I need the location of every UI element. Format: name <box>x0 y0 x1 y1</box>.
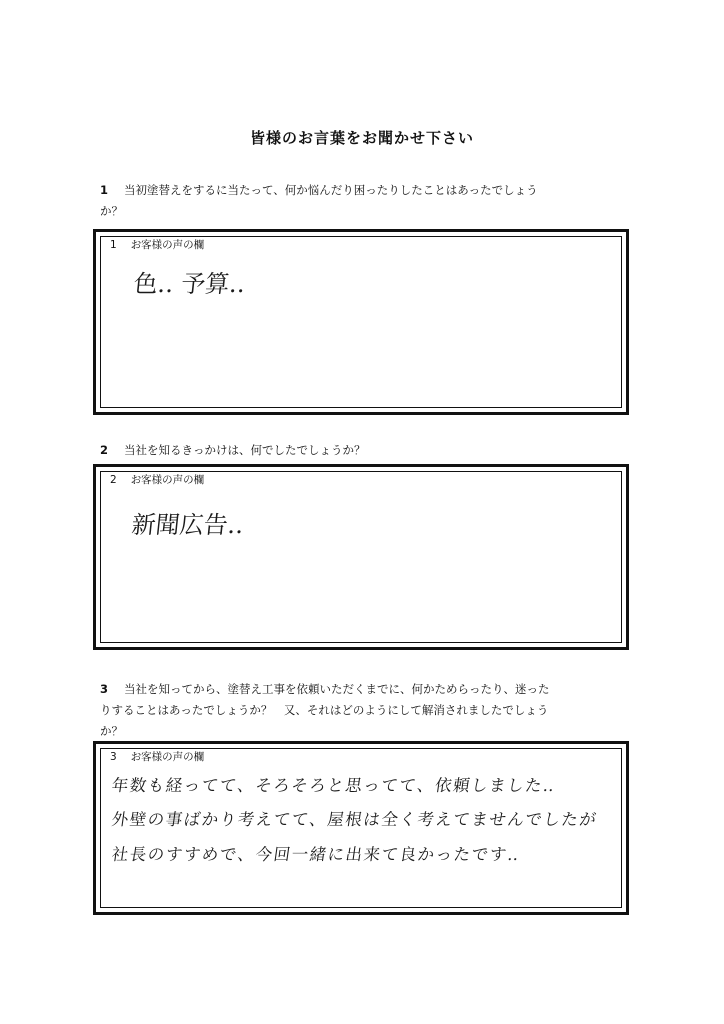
page-title: 皆様のお言葉をお聞かせ下さい <box>249 129 474 147</box>
answer-3-handwriting-line-3: 社長のすすめで、今回一緒に出来て良かったです‥ <box>110 845 522 864</box>
question-3 <box>100 679 640 742</box>
question-2-text-1: 当社を知るきっかけは、何でしたでしょうか？ <box>124 443 366 457</box>
answer-box-1 <box>93 229 629 415</box>
answer-box-2-label-text: お客様の声の欄 <box>130 474 205 486</box>
question-3-text-1: 当社を知ってから、塗替え工事を依頼いただくまでに、何かためらったり、迷った <box>124 682 550 696</box>
answer-box-1-inner <box>100 236 622 408</box>
answer-box-1-label-text: お客様の声の欄 <box>130 239 205 251</box>
answer-3-handwriting-line-2: 外壁の事ばかり考えてて、屋根は全く考えてませんでしたが <box>110 810 599 829</box>
question-1-text-2: か？ <box>100 204 123 218</box>
question-1-line-1 <box>100 180 640 201</box>
answer-box-1-number: 1 <box>110 239 117 251</box>
answer-box-2-number: 2 <box>110 474 117 486</box>
answer-box-2-label <box>110 472 204 487</box>
answer-box-2 <box>93 464 629 650</box>
answer-1-handwriting: 色‥ 予算‥ <box>132 270 247 298</box>
answer-box-3-label-text: お客様の声の欄 <box>130 751 205 763</box>
question-3-line-1 <box>100 679 640 700</box>
question-1 <box>100 180 640 222</box>
question-1-number: 1 <box>100 183 109 197</box>
answer-3-handwriting-line-1: 年数も経ってて、そろそろと思ってて、依頼しました‥ <box>110 776 557 795</box>
question-2-number: 2 <box>100 443 109 457</box>
answer-box-3-label <box>110 749 204 764</box>
answer-box-3 <box>93 741 629 915</box>
question-3-text-3: か？ <box>100 724 123 738</box>
question-2 <box>100 440 640 461</box>
answer-box-2-inner <box>100 471 622 643</box>
answer-box-3-number: 3 <box>110 751 117 763</box>
question-2-line-1 <box>100 440 640 461</box>
answer-2-handwriting: 新聞広告‥ <box>130 511 246 539</box>
question-3-number: 3 <box>100 682 109 696</box>
question-3-text-2: りすることはあったでしょうか？ 又、それはどのようにして解消されましたでしょう <box>100 703 549 717</box>
answer-box-1-label <box>110 237 204 252</box>
question-1-text-1: 当初塗替えをするに当たって、何か悩んだり困ったりしたことはあったでしょう <box>124 183 538 197</box>
